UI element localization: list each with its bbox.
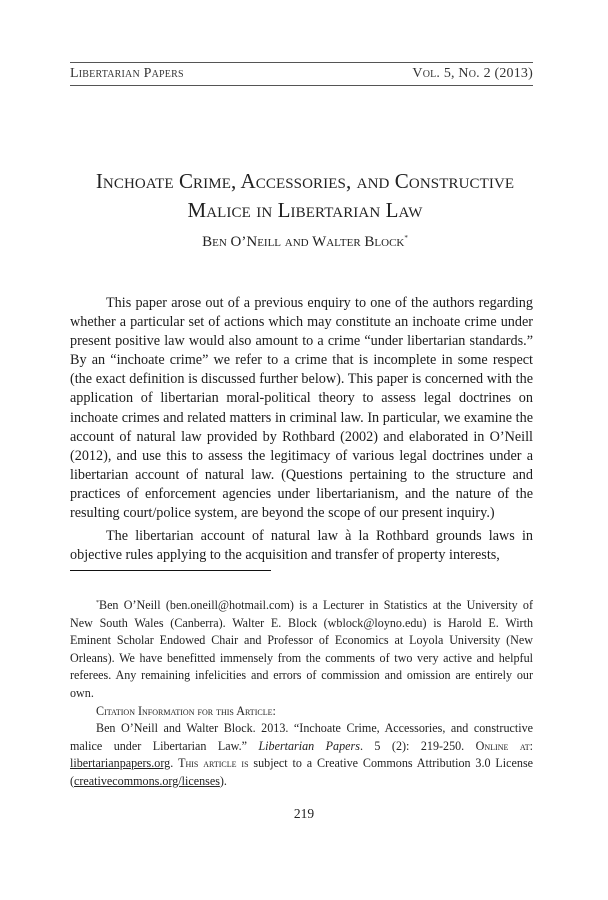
citation-journal: Libertarian Papers [258,738,360,753]
citation-text-part: . [170,756,179,771]
author-bio-footnote [70,595,533,703]
journal-name: Libertarian Papers [70,66,184,81]
citation-text-part: subject to a Creative Commons Attribution 3.0 License ( [70,756,534,788]
body-text [70,294,533,565]
article-title-line-2: Malice in Libertarian Law [187,198,423,222]
citation-text-part: Ben O’Neill and Walter Block. 2013. “Inchoate Crime, Accessories, and constructive malice under Libertarian Law.” [70,721,533,753]
author-footnote-mark[interactable]: * [404,234,408,242]
page-number: 219 [293,806,315,821]
this-article-is-label: This article is [178,756,249,771]
body-paragraph-2: The libertarian account of natural law à la Rothbard grounds laws in objective rules applying to the acquisition and transfer of property interests, [70,528,533,564]
footnotes [70,595,533,791]
body-paragraph-1: This paper arose out of a previous enquiry to one of the authors regarding whether a particular set of actions which may constitute an inchoate crime under present positive law would also amount to a crime “under libertarian standards.” By an “inchoate crime” we refer to a crime that is incomplete in some respect (the exact definition is discussed further below). This paper is concerned with the application of libertarian moral-political theory to assess legal doctrines on inchoate crimes and related matters in criminal law. In particular, we examine the account of natural law provided by Rothbard (2002) and elaborated in O’Neill (2012), and use this to assess the legitimacy of various legal doctrines under a libertarian account of natural law. (Questions pertaining to the structure and practices of enforcement agencies under libertarianism, and the nature of the resulting court/police system, are beyond the scope of our present inquiry.) [70,295,533,522]
article-title [60,167,550,225]
citation-text-part: ). [219,773,227,788]
author-names: Ben O’Neill and Walter Block [202,234,405,250]
citation-heading: Citation Information for this Article: [96,703,276,718]
citation-text-part: . 5 (2): 219-250. [359,738,476,753]
footnote-separator [70,570,271,571]
volume-issue: Vol. 5, No. 2 (2013) [412,66,533,81]
footnote-mark: * [96,600,99,606]
running-head [70,62,533,86]
libertarianpapers-link[interactable]: libertarianpapers.org [70,756,171,771]
creativecommons-link[interactable]: creativecommons.org/licenses [74,773,220,788]
citation-text [70,720,533,790]
article-authors [60,234,550,251]
author-bio-text: Ben O’Neill (ben.oneill@hotmail.com) is a Lecturer in Statistics at the University of New South Wales (Canberra). Walter E. Block (wblock@loyno.edu) is Harold E. Wirth Eminent Scholar Endowed Chair and Professor of Economics at Loyola University (New Orleans). We have benefitted immensely from the comments of two very active and helpful referees. Any remaining infelicities and errors of commission and omission are entirely our own. [70,598,533,700]
online-at-label: Online at: [475,738,533,753]
article-title-line-1: Inchoate Crime, Accessories, and Constructive [95,169,515,193]
